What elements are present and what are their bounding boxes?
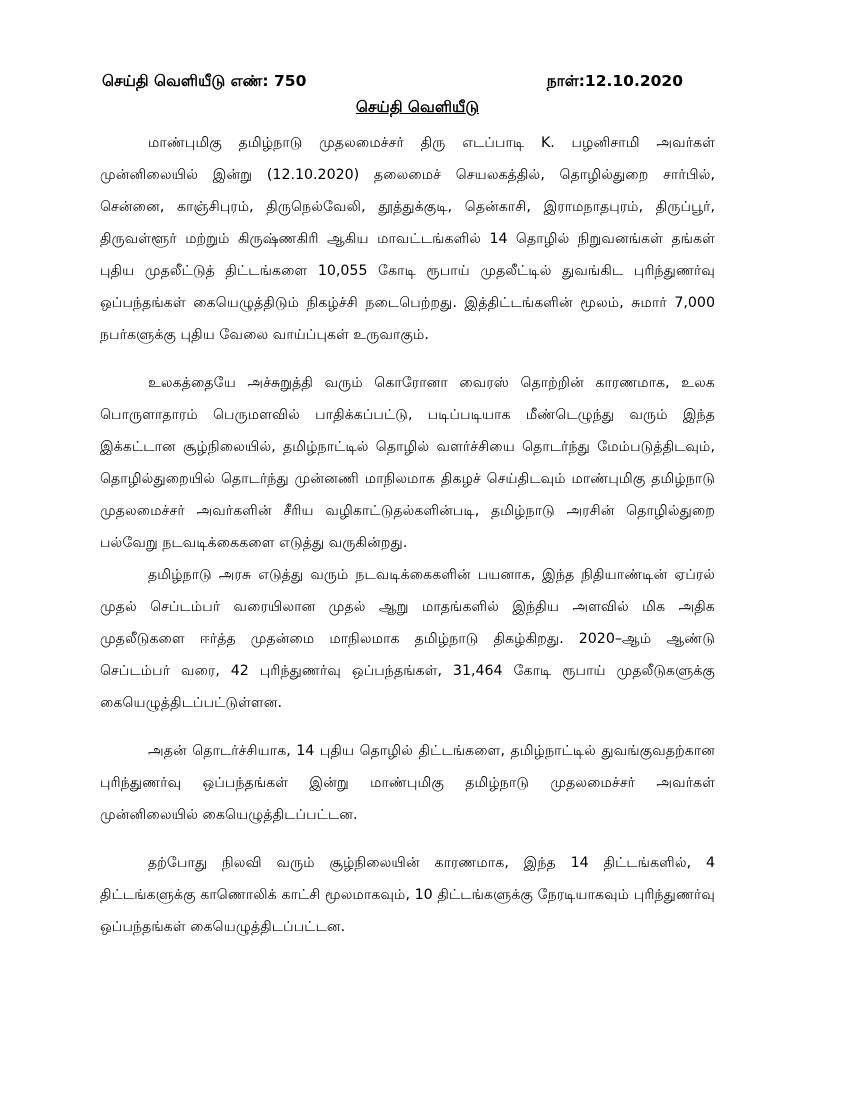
- paragraph-2: உலகத்தையே அச்சுறுத்தி வரும் கொரோனா வைரஸ் தொற்றின் காரணமாக, உலக பொருளாதாரம் பெருமளவில் பாதிக்கப்பட்டு, படிப்படியாக மீண்டெழுந்து வரும் இந்த இக்கட்டான சூழ்நிலையில், தமிழ்நாட்டில் தொழில் வளர்ச்சியை தொடர்ந்து மேம்படுத்திடவும், தொழில்துறையில் தொடர்ந்து முன்னணி மாநிலமாக திகழச் செய்திடவும் மாண்புமிகு தமிழ்நாடு முதலமைச்சர் அவர்களின் சீரிய வழிகாட்டுதல்களின்படி, தமிழ்நாடு அரசின் தொழில்துறை பல்வேறு நடவடிக்கைகளை எடுத்து வருகின்றது.: [100, 375, 715, 551]
- release-number: செய்தி வெளியீடு எண்: 750: [102, 72, 307, 90]
- press-release-page: [100, 70, 715, 943]
- paragraph-3: தமிழ்நாடு அரசு எடுத்து வரும் நடவடிக்கைகளின் பயனாக, இந்த நிதியாண்டின் ஏப்ரல் முதல் செப்டம்பர் வரையிலான முதல் ஆறு மாதங்களில் இந்திய அளவில் மிக அதிக முதலீடுகளை ஈர்த்த முதன்மை மாநிலமாக தமிழ்நாடு திகழ்கிறது. 2020–ஆம் ஆண்டு செப்டம்பர் வரை, 42 புரிந்துணர்வு ஒப்பந்தங்கள், 31,464 கோடி ரூபாய் முதலீடுகளுக்கு கையெழுத்திடப்பட்டுள்ளன.: [100, 567, 715, 711]
- paragraph-4: அதன் தொடர்ச்சியாக, 14 புதிய தொழில் திட்டங்களை, தமிழ்நாட்டில் துவங்குவதற்கான புரிந்துணர்வு ஒப்பந்தங்கள் இன்று மாண்புமிகு தமிழ்நாடு முதலமைச்சர் அவர்கள் முன்னிலையில் கையெழுத்திடப்பட்டன.: [100, 743, 715, 823]
- paragraph-1: மாண்புமிகு தமிழ்நாடு முதலமைச்சர் திரு எடப்பாடி K. பழனிசாமி அவர்கள் முன்னிலையில் இன்று (12.10.2020) தலைமைச் செயலகத்தில், தொழில்துறை சார்பில், சென்னை, காஞ்சிபுரம், திருநெல்வேலி, தூத்துக்குடி, தென்காசி, இராமநாதபுரம், திருப்பூர், திருவள்ளூர் மற்றும் கிருஷ்ணகிரி ஆகிய மாவட்டங்களில் 14 தொழில் நிறுவனங்கள் தங்கள் புதிய முதலீட்டுத் திட்டங்களை 10,055 கோடி ரூபாய் முதலீட்டில் துவங்கிட புரிந்துணர்வு ஒப்பந்தங்கள் கையெழுத்திடும் நிகழ்ச்சி நடைபெற்றது. இத்திட்டங்களின் மூலம், சுமார் 7,000 நபர்களுக்கு புதிய வேலை வாய்ப்புகள் உருவாகும்.: [100, 135, 715, 343]
- document-title: செய்தி வெளியீடு: [355, 98, 480, 116]
- release-date: நாள்:12.10.2020: [546, 72, 683, 90]
- header-row: [100, 70, 715, 92]
- paragraph-5: தற்போது நிலவி வரும் சூழ்நிலையின் காரணமாக, இந்த 14 திட்டங்களில், 4 திட்டங்களுக்கு காணொலிக் காட்சி மூலமாகவும், 10 திட்டங்களுக்கு நேரடியாகவும் புரிந்துணர்வு ஒப்பந்தங்கள் கையெழுத்திடப்பட்டன.: [100, 855, 715, 935]
